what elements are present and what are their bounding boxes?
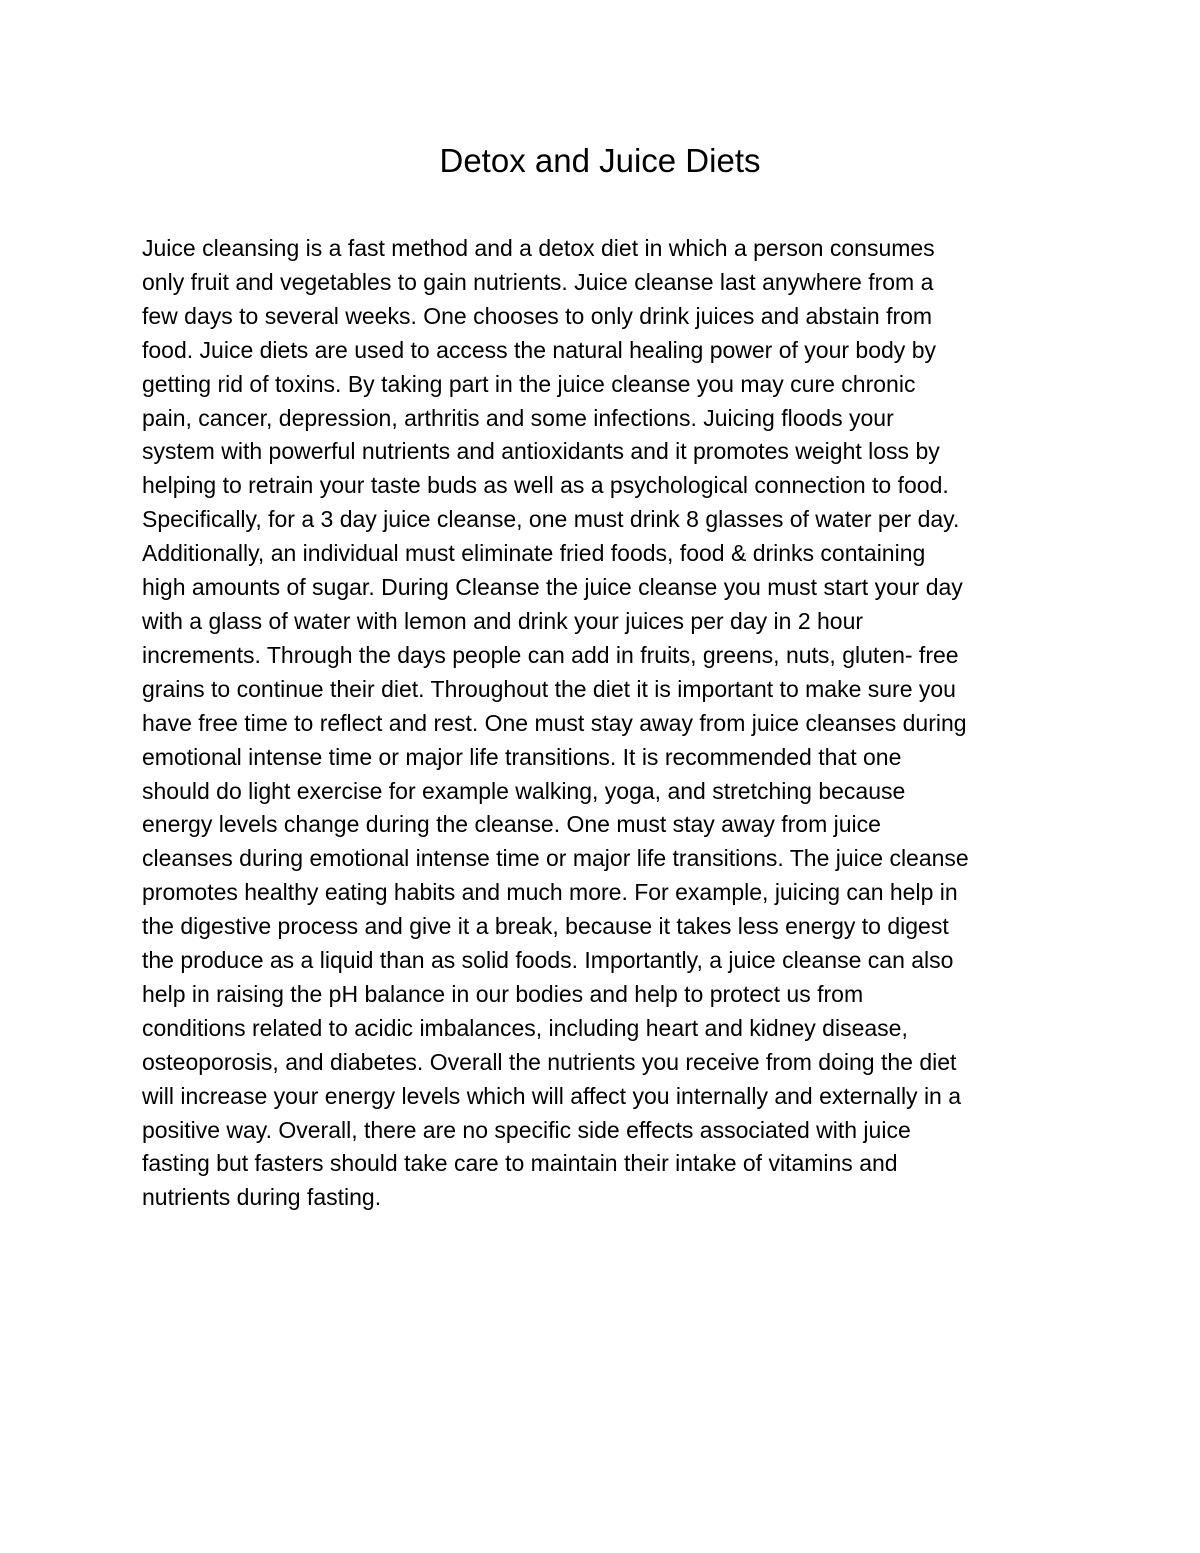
text-line: with a glass of water with lemon and drink your juices per day in 2 hour xyxy=(142,607,864,634)
text-line: grains to continue their diet. Throughout the diet it is important to make sure you xyxy=(142,675,956,702)
text-line: conditions related to acidic imbalances, including heart and kidney disease, xyxy=(142,1014,908,1041)
text-line: getting rid of toxins. By taking part in the juice cleanse you may cure chronic xyxy=(142,370,916,397)
text-line: few days to several weeks. One chooses to only drink juices and abstain from xyxy=(142,302,933,329)
body-paragraph xyxy=(142,232,1082,1215)
text-line: Specifically, for a 3 day juice cleanse, one must drink 8 glasses of water per day. xyxy=(142,506,960,533)
text-line: cleanses during emotional intense time or major life transitions. The juice cleanse xyxy=(142,845,969,872)
text-line: food. Juice diets are used to access the natural healing power of your body by xyxy=(142,336,936,363)
text-line: nutrients during fasting. xyxy=(142,1184,382,1211)
text-line: emotional intense time or major life transitions. It is recommended that one xyxy=(142,743,902,770)
text-line: system with powerful nutrients and antioxidants and it promotes weight loss by xyxy=(142,438,940,465)
document-title: Detox and Juice Diets xyxy=(439,142,761,179)
text-line: positive way. Overall, there are no specific side effects associated with juice xyxy=(142,1116,911,1143)
text-line: should do light exercise for example walking, yoga, and stretching because xyxy=(142,777,906,804)
text-line: Additionally, an individual must eliminate fried foods, food & drinks containing xyxy=(142,540,926,567)
text-line: promotes healthy eating habits and much more. For example, juicing can help in xyxy=(142,879,958,906)
text-line: fasting but fasters should take care to maintain their intake of vitamins and xyxy=(142,1150,898,1177)
text-line: energy levels change during the cleanse. One must stay away from juice xyxy=(142,811,881,838)
text-line: help in raising the pH balance in our bodies and help to protect us from xyxy=(142,980,864,1007)
text-line: increments. Through the days people can add in fruits, greens, nuts, gluten- free xyxy=(142,641,959,668)
text-line: high amounts of sugar. During Cleanse the juice cleanse you must start your day xyxy=(142,574,963,601)
text-line: the produce as a liquid than as solid foods. Importantly, a juice cleanse can also xyxy=(142,947,954,974)
text-line: will increase your energy levels which will affect you internally and externally in a xyxy=(142,1082,962,1109)
text-line: pain, cancer, depression, arthritis and some infections. Juicing floods your xyxy=(142,404,894,431)
text-line: the digestive process and give it a break, because it takes less energy to digest xyxy=(142,913,949,940)
text-line: helping to retrain your taste buds as well as a psychological connection to food. xyxy=(142,472,949,499)
text-line: have free time to reflect and rest. One must stay away from juice cleanses during xyxy=(142,709,967,736)
text-line: osteoporosis, and diabetes. Overall the nutrients you receive from doing the diet xyxy=(142,1048,957,1075)
text-line: only fruit and vegetables to gain nutrients. Juice cleanse last anywhere from a xyxy=(142,268,934,295)
text-line: Juice cleansing is a fast method and a detox diet in which a person consumes xyxy=(142,235,935,261)
